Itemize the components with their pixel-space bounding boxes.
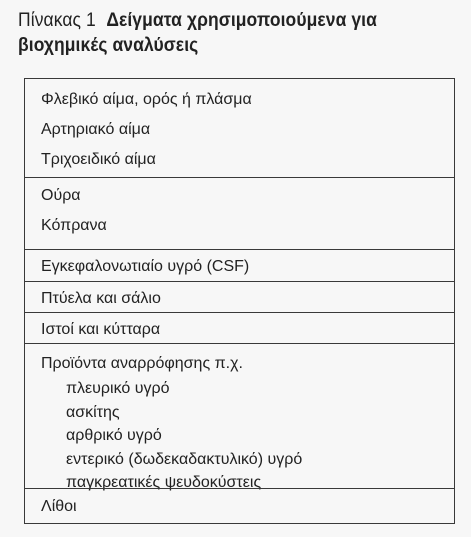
list-subitem: παγκρεατικές ψευδοκύστεις <box>66 474 262 491</box>
list-item: Φλεβικό αίμα, ορός ή πλάσμα <box>41 91 252 108</box>
list-item: Αρτηριακό αίμα <box>41 121 151 138</box>
list-item: Εγκεφαλονωτιαίο υγρό (CSF) <box>41 258 250 275</box>
group-tissues <box>25 312 454 345</box>
list-item: Κόπρανα <box>41 217 107 234</box>
list-subitem: αρθρικό υγρό <box>66 427 162 444</box>
list-item: Ούρα <box>41 187 81 204</box>
group-blood <box>25 85 454 175</box>
list-item: Τριχοειδικό αίμα <box>41 151 156 168</box>
list-item: Ιστοί και κύτταρα <box>41 321 161 338</box>
list-subitem: πλευρικό υγρό <box>66 380 170 397</box>
list-subitem: ασκίτης <box>66 403 120 421</box>
group-stones <box>25 488 454 522</box>
group-urine-feces <box>25 177 454 241</box>
table-caption <box>18 8 423 58</box>
group-csf <box>25 249 454 282</box>
group-aspirates <box>25 343 454 495</box>
list-subitem: εντερικό (δωδεκαδακτυλικό) υγρό <box>66 450 303 468</box>
caption-title-line2: βιοχημικές αναλύσεις <box>18 35 199 56</box>
samples-table <box>24 78 455 524</box>
caption-number: 1 <box>86 10 96 31</box>
caption-title-line1: Δείγματα χρησιμοποιούμενα για <box>106 10 377 31</box>
group-sputum <box>25 281 454 314</box>
caption-prefix: Πίνακας <box>18 10 82 31</box>
list-item: Λίθοι <box>41 498 77 515</box>
list-item: Πτύελα και σάλιο <box>41 290 161 307</box>
list-item-heading: Προϊόντα αναρρόφησης π.χ. <box>41 355 243 372</box>
